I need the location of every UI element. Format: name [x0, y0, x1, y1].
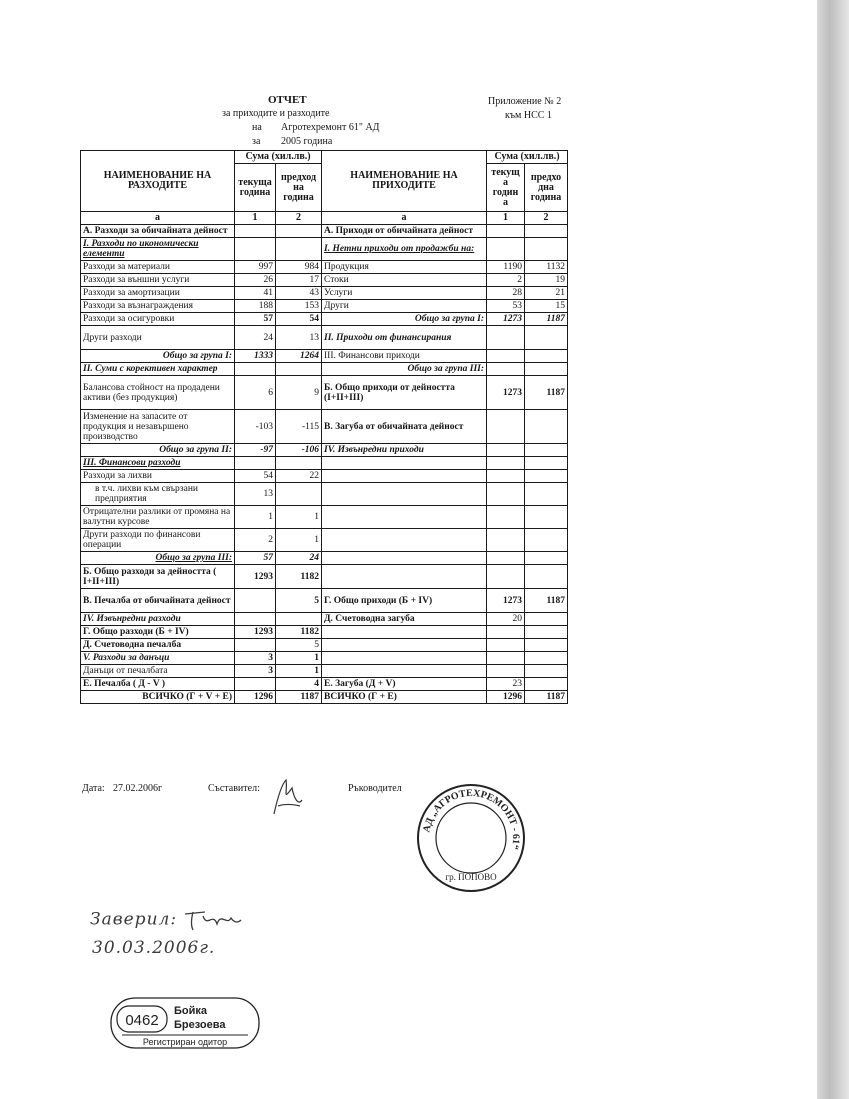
- table-row: [81, 238, 568, 261]
- income-previous: [525, 626, 568, 639]
- income-label: II. Приходи от финансирания: [322, 326, 487, 350]
- income-previous: 1187: [525, 376, 568, 410]
- expense-previous: [276, 225, 322, 238]
- index-2: 2: [276, 212, 322, 225]
- income-current: 23: [487, 678, 525, 691]
- income-previous: [525, 225, 568, 238]
- certified-label: Заверил:: [90, 909, 184, 930]
- income-previous: [525, 326, 568, 350]
- expense-current: [235, 363, 276, 376]
- expense-current: [235, 225, 276, 238]
- expense-current: 2: [235, 529, 276, 552]
- income-previous: [525, 457, 568, 470]
- expense-current: 188: [235, 300, 276, 313]
- head-income-sum: Сума (хил.лв.): [487, 151, 568, 164]
- stamp-city-text: гр. ПОПОВО: [445, 872, 497, 882]
- income-current: [487, 225, 525, 238]
- expense-label: Д. Счетоводна печалба: [81, 639, 235, 652]
- income-current: 1190: [487, 261, 525, 274]
- income-previous: [525, 410, 568, 444]
- income-label: [322, 652, 487, 665]
- stamp-ring-text: АД „АГРОТЕХРЕМОНТ - 61“: [421, 787, 522, 851]
- income-current: 1273: [487, 376, 525, 410]
- income-label: Общо за група I:: [322, 313, 487, 326]
- head-income-title: НАИМЕНОВАНИЕ НА ПРИХОДИТЕ: [322, 151, 487, 212]
- table-row: [81, 552, 568, 565]
- income-label: [322, 565, 487, 589]
- table-row: [81, 274, 568, 287]
- income-previous: [525, 470, 568, 483]
- expense-current: 3: [235, 652, 276, 665]
- income-previous: 21: [525, 287, 568, 300]
- income-label: I. Нетни приходи от продажби на:: [322, 238, 487, 261]
- expense-label: Б. Общо разходи за дейността ( I+II+III): [81, 565, 235, 589]
- income-previous: [525, 238, 568, 261]
- income-label: [322, 457, 487, 470]
- table-row: [81, 350, 568, 363]
- income-label: Продукция: [322, 261, 487, 274]
- expense-label: I. Разходи по икономически елементи: [81, 238, 235, 261]
- expense-current: 1293: [235, 626, 276, 639]
- table-row: [81, 300, 568, 313]
- income-previous: [525, 652, 568, 665]
- table-row: [81, 376, 568, 410]
- expense-previous: 9: [276, 376, 322, 410]
- income-label: [322, 665, 487, 678]
- income-current: [487, 639, 525, 652]
- expense-previous: 24: [276, 552, 322, 565]
- table-row: [81, 363, 568, 376]
- appendix-line1: Приложение № 2: [488, 96, 562, 107]
- income-current: [487, 626, 525, 639]
- expense-current: [235, 678, 276, 691]
- expense-current: 57: [235, 552, 276, 565]
- income-previous: [525, 639, 568, 652]
- income-label: [322, 470, 487, 483]
- income-previous: 19: [525, 274, 568, 287]
- expense-current: 57: [235, 313, 276, 326]
- table-row: [81, 665, 568, 678]
- expense-label: В. Печалба от обичайната дейност: [81, 589, 235, 613]
- expense-current: 41: [235, 287, 276, 300]
- table-row: [81, 613, 568, 626]
- income-current: 1273: [487, 589, 525, 613]
- table-row: [81, 691, 568, 704]
- income-previous: 1187: [525, 313, 568, 326]
- head-income-previous: предхо дна година: [525, 164, 568, 212]
- table-row: [81, 652, 568, 665]
- expense-previous: 1182: [276, 626, 322, 639]
- expense-label: Балансова стойност на продадени активи (без продукция): [81, 376, 235, 410]
- table-index-row: [81, 212, 568, 225]
- table-row: [81, 565, 568, 589]
- income-label: Д. Счетоводна загуба: [322, 613, 487, 626]
- expense-previous: 17: [276, 274, 322, 287]
- expense-current: -97: [235, 444, 276, 457]
- expense-label: Г. Общо разходи (Б + IV): [81, 626, 235, 639]
- income-label: Общо за група III:: [322, 363, 487, 376]
- expense-previous: 54: [276, 313, 322, 326]
- income-previous: [525, 565, 568, 589]
- report-subtitle: за приходите и разходите: [222, 108, 330, 119]
- head-income-current: текущ а годин а: [487, 164, 525, 212]
- income-previous: 1187: [525, 691, 568, 704]
- index-1: 1: [235, 212, 276, 225]
- expense-label: Отрицателни разлики от промяна на валутни курсове: [81, 506, 235, 529]
- auditor-first-name: Бойка: [174, 1005, 208, 1017]
- table-row: [81, 639, 568, 652]
- auditor-number: 0462: [125, 1012, 159, 1029]
- expense-current: 1293: [235, 565, 276, 589]
- certified-handwriting: [90, 908, 243, 932]
- report-title: ОТЧЕТ: [268, 94, 307, 106]
- table-row: [81, 261, 568, 274]
- income-label: В. Загуба от обичайната дейност: [322, 410, 487, 444]
- company-prefix: на: [252, 122, 262, 133]
- expense-current: 26: [235, 274, 276, 287]
- income-current: [487, 665, 525, 678]
- income-current: [487, 326, 525, 350]
- expense-current: 1: [235, 506, 276, 529]
- income-label: [322, 626, 487, 639]
- expense-previous: -106: [276, 444, 322, 457]
- income-label: [322, 506, 487, 529]
- expense-current: [235, 589, 276, 613]
- table-head-row-1: [81, 151, 568, 164]
- expense-label: Разходи за възнаграждения: [81, 300, 235, 313]
- date-value: 27.02.2006г: [113, 783, 163, 794]
- expense-label: III. Финансови разходи: [81, 457, 235, 470]
- income-current: [487, 363, 525, 376]
- expense-label: Разходи за осигуровки: [81, 313, 235, 326]
- expense-label: Разходи за амортизации: [81, 287, 235, 300]
- index-a: а: [81, 212, 235, 225]
- income-current: [487, 457, 525, 470]
- index-a: а: [322, 212, 487, 225]
- head-expenses-previous: предход на година: [276, 164, 322, 212]
- income-label: [322, 529, 487, 552]
- income-previous: [525, 678, 568, 691]
- income-current: 20: [487, 613, 525, 626]
- income-previous: [525, 529, 568, 552]
- compiler-signature-icon: [268, 776, 306, 818]
- income-previous: [525, 506, 568, 529]
- company-round-stamp: [415, 782, 527, 894]
- auditor-caption: Регистриран одитор: [142, 1037, 228, 1047]
- expense-previous: 1: [276, 529, 322, 552]
- expense-current: 997: [235, 261, 276, 274]
- income-expense-table: [80, 150, 568, 704]
- income-current: 1273: [487, 313, 525, 326]
- expense-current: [235, 457, 276, 470]
- income-current: 28: [487, 287, 525, 300]
- expense-label: Други разходи: [81, 326, 235, 350]
- expense-label: Изменение на запасите от продукция и незавършено производство: [81, 410, 235, 444]
- table-row: [81, 444, 568, 457]
- expense-previous: 1182: [276, 565, 322, 589]
- expense-previous: [276, 483, 322, 506]
- head-expenses-title: НАИМЕНОВАНИЕ НА РАЗХОДИТЕ: [81, 151, 235, 212]
- income-current: [487, 238, 525, 261]
- income-label: Други: [322, 300, 487, 313]
- table-row: [81, 326, 568, 350]
- expense-label: Общо за група I:: [81, 350, 235, 363]
- income-previous: 15: [525, 300, 568, 313]
- expense-previous: 153: [276, 300, 322, 313]
- table-row: [81, 529, 568, 552]
- expense-label: Разходи за материали: [81, 261, 235, 274]
- income-label: [322, 483, 487, 506]
- index-1: 1: [487, 212, 525, 225]
- auditor-last-name: Брезоева: [174, 1019, 226, 1031]
- table-row: [81, 589, 568, 613]
- expense-label: в т.ч. лихви към свързани предприятия: [81, 483, 235, 506]
- expense-previous: [276, 363, 322, 376]
- income-previous: [525, 613, 568, 626]
- income-current: [487, 350, 525, 363]
- expense-previous: 1187: [276, 691, 322, 704]
- company-name: Агротехремонт 61" АД: [281, 122, 380, 133]
- period-prefix: за: [252, 136, 261, 147]
- expense-current: [235, 613, 276, 626]
- expense-previous: 43: [276, 287, 322, 300]
- expense-label: Е. Печалба ( Д - V ): [81, 678, 235, 691]
- income-previous: [525, 444, 568, 457]
- income-previous: 1132: [525, 261, 568, 274]
- income-label: [322, 552, 487, 565]
- income-label: А. Приходи от обичайната дейност: [322, 225, 487, 238]
- expense-previous: -115: [276, 410, 322, 444]
- income-current: 2: [487, 274, 525, 287]
- expense-label: ВСИЧКО (Г + V + Е): [81, 691, 235, 704]
- income-current: [487, 470, 525, 483]
- expense-label: Други разходи по финансови операции: [81, 529, 235, 552]
- income-label: Стоки: [322, 274, 487, 287]
- income-label: Г. Общо приходи (Б + IV): [322, 589, 487, 613]
- table-row: [81, 470, 568, 483]
- registered-auditor-stamp: [110, 997, 260, 1049]
- expense-label: А. Разходи за обичайната дейност: [81, 225, 235, 238]
- expense-previous: 5: [276, 639, 322, 652]
- income-previous: [525, 363, 568, 376]
- income-current: [487, 506, 525, 529]
- expense-previous: 13: [276, 326, 322, 350]
- expense-label: V. Разходи за данъци: [81, 652, 235, 665]
- appendix-line2: към НСС 1: [505, 110, 552, 121]
- expense-previous: [276, 238, 322, 261]
- income-label: Услуги: [322, 287, 487, 300]
- expense-previous: 1: [276, 665, 322, 678]
- income-previous: [525, 350, 568, 363]
- table-row: [81, 287, 568, 300]
- income-label: IV. Извънредни приходи: [322, 444, 487, 457]
- expense-label: II. Суми с корективен характер: [81, 363, 235, 376]
- table-row: [81, 313, 568, 326]
- expense-label: Разходи за лихви: [81, 470, 235, 483]
- auditor-signature-icon: [183, 908, 243, 932]
- income-previous: [525, 483, 568, 506]
- income-current: 1296: [487, 691, 525, 704]
- expense-current: 1296: [235, 691, 276, 704]
- expense-previous: [276, 613, 322, 626]
- expense-previous: [276, 457, 322, 470]
- compiler-label: Съставител:: [208, 783, 260, 794]
- expense-previous: 1264: [276, 350, 322, 363]
- expense-label: Общо за група III:: [81, 552, 235, 565]
- table-row: [81, 678, 568, 691]
- table-row: [81, 506, 568, 529]
- expense-current: 6: [235, 376, 276, 410]
- expense-current: 3: [235, 665, 276, 678]
- certified-date: 30.03.2006г.: [92, 938, 216, 958]
- expense-current: 54: [235, 470, 276, 483]
- expense-current: [235, 639, 276, 652]
- expense-current: [235, 238, 276, 261]
- period: 2005 година: [281, 136, 333, 147]
- income-current: [487, 565, 525, 589]
- income-current: 53: [487, 300, 525, 313]
- income-current: [487, 529, 525, 552]
- expense-current: 13: [235, 483, 276, 506]
- income-label: III. Финансови приходи: [322, 350, 487, 363]
- income-previous: 1187: [525, 589, 568, 613]
- income-current: [487, 552, 525, 565]
- income-previous: [525, 665, 568, 678]
- expense-previous: 1: [276, 652, 322, 665]
- manager-label: Ръководител: [348, 783, 402, 794]
- head-expenses-sum: Сума (хил.лв.): [235, 151, 322, 164]
- expense-current: 1333: [235, 350, 276, 363]
- table-row: [81, 626, 568, 639]
- income-previous: [525, 552, 568, 565]
- expense-label: IV. Извънредни разходи: [81, 613, 235, 626]
- table-row: [81, 483, 568, 506]
- table-row: [81, 410, 568, 444]
- index-2: 2: [525, 212, 568, 225]
- income-current: [487, 483, 525, 506]
- scan-edge-shadow: [817, 0, 849, 1099]
- table-row: [81, 457, 568, 470]
- expense-previous: 1: [276, 506, 322, 529]
- income-current: [487, 652, 525, 665]
- head-expenses-current: текуща година: [235, 164, 276, 212]
- income-label: Е. Загуба (Д + V): [322, 678, 487, 691]
- expense-previous: 984: [276, 261, 322, 274]
- table-row: [81, 225, 568, 238]
- income-label: Б. Общо приходи от дейността (I+II+III): [322, 376, 487, 410]
- expense-current: -103: [235, 410, 276, 444]
- expense-current: 24: [235, 326, 276, 350]
- expense-previous: 22: [276, 470, 322, 483]
- expense-previous: 5: [276, 589, 322, 613]
- income-current: [487, 410, 525, 444]
- expense-previous: 4: [276, 678, 322, 691]
- income-current: [487, 444, 525, 457]
- expense-label: Общо за група II:: [81, 444, 235, 457]
- date-label: Дата:: [82, 783, 105, 794]
- income-label: ВСИЧКО (Г + Е): [322, 691, 487, 704]
- expense-label: Разходи за външни услуги: [81, 274, 235, 287]
- income-label: [322, 639, 487, 652]
- expense-label: Данъци от печалбата: [81, 665, 235, 678]
